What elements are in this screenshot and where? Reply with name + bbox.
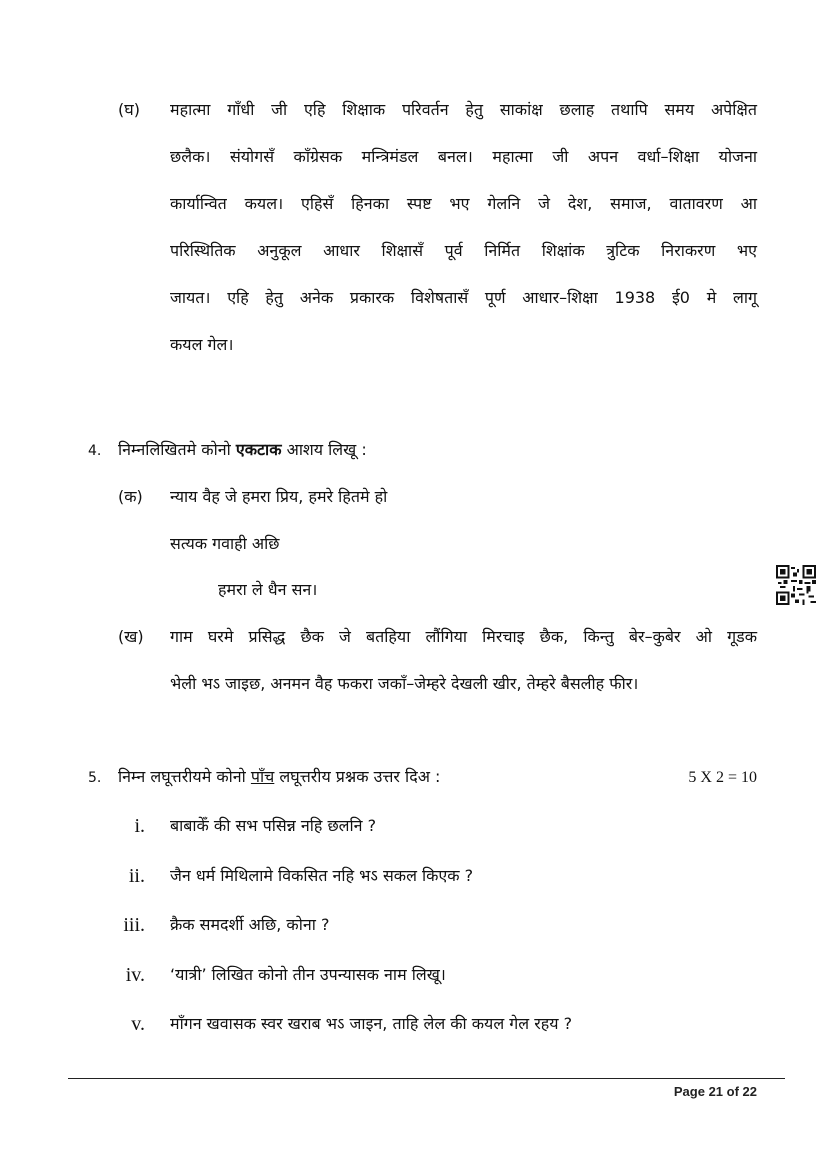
q5-prompt-underline: पाँच <box>250 767 275 786</box>
section-gha-line-6: कयल गेल। <box>170 335 234 354</box>
q5-item-2-number: ii. <box>128 865 145 887</box>
q5-marks: 5 X 2 = 10 <box>688 769 757 786</box>
qr-code-icon <box>776 565 816 605</box>
section-gha-line-2: छलैक। संयोगसँ कॉंग्रेसक मन्त्रिमंडल बनल। महात्मा जी अपन वर्धा–शिक्षा योजना <box>170 147 757 166</box>
section-gha-line-1: महात्मा गाँधी जी एहि शिक्षाक परिवर्तन हेतु साकांक्ष छलाह तथापि समय अपेक्षित <box>170 100 757 119</box>
q4-ka-line-2: सत्यक गवाही अछि <box>170 534 280 553</box>
footer-prefix: Page <box>673 1084 709 1099</box>
section-gha-line-5: जायत। एहि हेतु अनेक प्रकारक विशेषतासँ पूर्ण आधार–शिक्षा 1938 ई0 मे लागू <box>170 288 757 307</box>
q5-prompt <box>118 767 440 787</box>
q4-kha-line-1: गाम घरमे प्रसिद्ध छैक जे बतहिया लौंगिया मिरचाइ छैक, किन्तु बेर–कुबेर ओ गूडक <box>170 627 757 646</box>
q5-item-3-text: क्रैक समदर्शी अछि, कोना ? <box>170 915 330 934</box>
q5-item-1-text: बाबाकेँ की सभ पसिन्न नहि छलनि ? <box>170 816 377 835</box>
q4-kha-line-2: भेली भऽ जाइछ, अनमन वैह फकरा जकाँ–जेम्हरे देखली खीर, तेम्हरे बैसलीह फीर। <box>170 674 639 693</box>
q4-kha-label: (ख) <box>118 627 144 646</box>
q4-prompt-bold: एकटाक <box>235 440 282 459</box>
q5-item-4-number: iv. <box>125 964 145 986</box>
footer-total-pages: 22 <box>742 1084 757 1099</box>
q5-item-1-number: i. <box>134 815 145 837</box>
q5-item-4-text: ‘यात्री’ लिखित कोनो तीन उपन्यासक नाम लिखू। <box>170 965 446 984</box>
q5-item-5-text: माँगन खवासक स्वर खराब भऽ जाइन, ताहि लेल की कयल गेल रहय ? <box>170 1014 573 1033</box>
q5-number: 5. <box>88 770 102 786</box>
q4-ka-line-1: न्याय वैह जे हमरा प्रिय, हमरे हितमे हो <box>170 487 388 506</box>
q5-prompt-before: निम्न लघूत्तरीयमे कोनो <box>118 767 251 786</box>
q4-prompt-before: निम्नलिखितमे कोनो <box>118 440 236 459</box>
section-gha-line-4: परिस्थितिक अनुकूल आधार शिक्षासँ पूर्व निर्मित शिक्षांक त्रुटिक निराकरण भए <box>170 241 757 260</box>
footer-current-page: 21 <box>708 1084 724 1099</box>
section-gha-line-3: कार्यान्वित कयल। एहिसँ हिनका स्पष्ट भए गेलनि जे देश, समाज, वातावरण आ <box>170 194 757 213</box>
q5-prompt-after: लघूत्तरीय प्रश्नक उत्तर दिअ : <box>274 767 441 786</box>
q4-ka-line-3: हमरा ले धैन सन। <box>218 580 318 599</box>
q4-ka-label: (क) <box>118 487 143 506</box>
q4-number: 4. <box>88 443 102 459</box>
footer-rule <box>68 1078 785 1079</box>
q5-item-3-number: iii. <box>123 914 145 936</box>
q4-prompt-after: आशय लिखू : <box>281 440 367 459</box>
footer-middle: of <box>723 1084 743 1099</box>
page-footer <box>674 1084 757 1099</box>
q5-item-2-text: जैन धर्म मिथिलामे विकसित नहि भऽ सकल किएक ? <box>170 866 474 885</box>
section-gha-label: (घ) <box>118 100 140 119</box>
q5-item-5-number: v. <box>131 1013 145 1035</box>
q4-prompt <box>118 440 367 460</box>
